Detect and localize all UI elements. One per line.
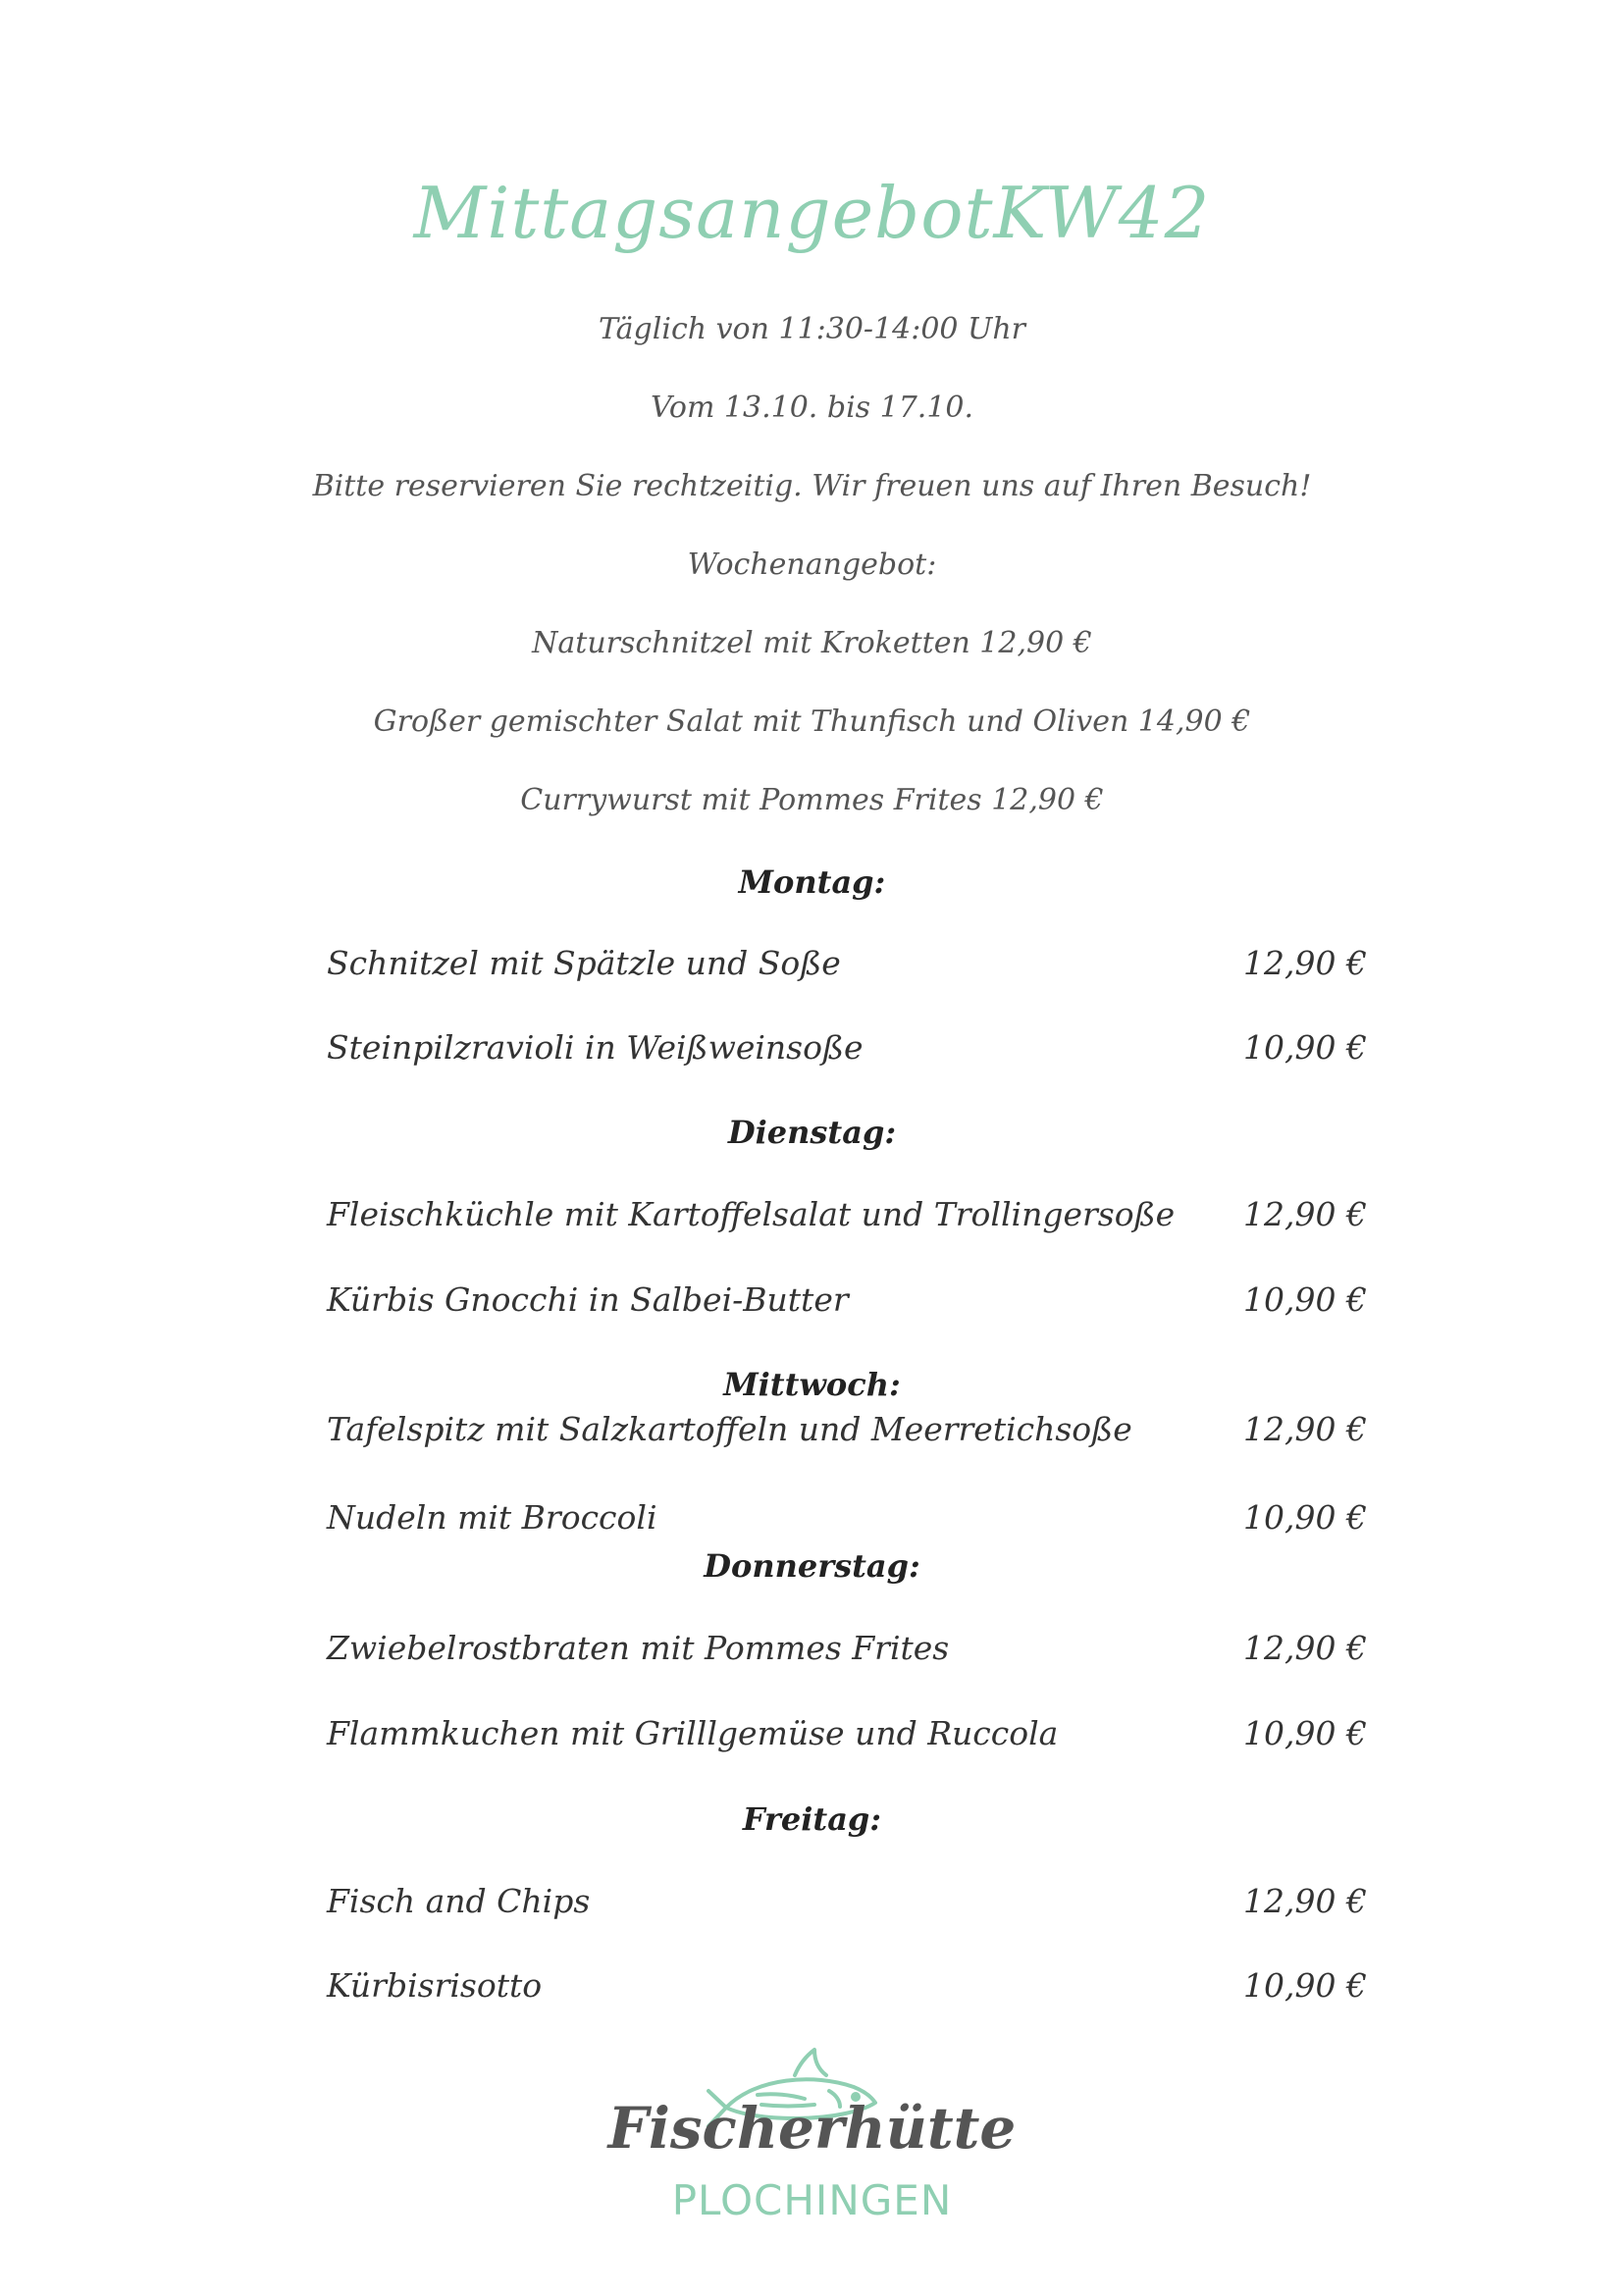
dish-price: 10,90 € [1243,1028,1367,1067]
dish-name: Fleischküchle mit Kartoffelsalat und Trollingersoße [327,1195,1176,1233]
day-heading-wednesday: Mittwoch: [723,1366,901,1403]
dish-name: Zwiebelrostbraten mit Pommes Frites [327,1629,950,1667]
day-heading-friday: Freitag: [742,1800,882,1838]
dish-price: 12,90 € [1243,1629,1367,1667]
dish-name: Flammkuchen mit Grilllgemüse und Ruccola [327,1714,1059,1752]
dish-name: Kürbis Gnocchi in Salbei-Butter [327,1280,849,1319]
dish-name: Tafelspitz mit Salzkartoffeln und Meerretichsoße [327,1410,1132,1448]
menu-title: MittagsangebotKW42 [413,172,1211,254]
dish-name: Steinpilzravioli in Weißweinsoße [327,1028,864,1067]
dish-price: 10,90 € [1243,1280,1367,1319]
day-heading-thursday: Donnerstag: [704,1547,920,1585]
weekly-offer-label: Wochenangebot: [687,548,937,582]
brand-city: PLOCHINGEN [671,2176,953,2224]
dish-name: Kürbisrisotto [327,1966,543,2005]
dish-name: Nudeln mit Broccoli [327,1498,657,1537]
reservation-note: Bitte reservieren Sie rechtzeitig. Wir freuen uns auf Ihren Besuch! [312,469,1312,503]
dish-price: 10,90 € [1243,1498,1367,1537]
dish-price: 10,90 € [1243,1714,1367,1752]
brand-script-logo: Fischerhütte [607,2095,1017,2162]
dish-name: Fisch and Chips [327,1882,591,1920]
day-heading-tuesday: Dienstag: [727,1114,897,1151]
weekly-offer-item: Currywurst mit Pommes Frites 12,90 € [520,783,1104,817]
dish-price: 10,90 € [1243,1966,1367,2005]
weekly-offer-item: Naturschnitzel mit Kroketten 12,90 € [532,626,1092,660]
weekly-offer-item: Großer gemischter Salat mit Thunfisch und Oliven 14,90 € [373,704,1251,739]
dish-price: 12,90 € [1243,1882,1367,1920]
day-heading-monday: Montag: [738,863,886,901]
dish-price: 12,90 € [1243,1195,1367,1233]
opening-hours: Täglich von 11:30-14:00 Uhr [598,312,1025,346]
date-range: Vom 13.10. bis 17.10. [650,391,974,425]
dish-price: 12,90 € [1243,944,1367,982]
dish-name: Schnitzel mit Spätzle und Soße [327,944,841,982]
dish-price: 12,90 € [1243,1410,1367,1448]
